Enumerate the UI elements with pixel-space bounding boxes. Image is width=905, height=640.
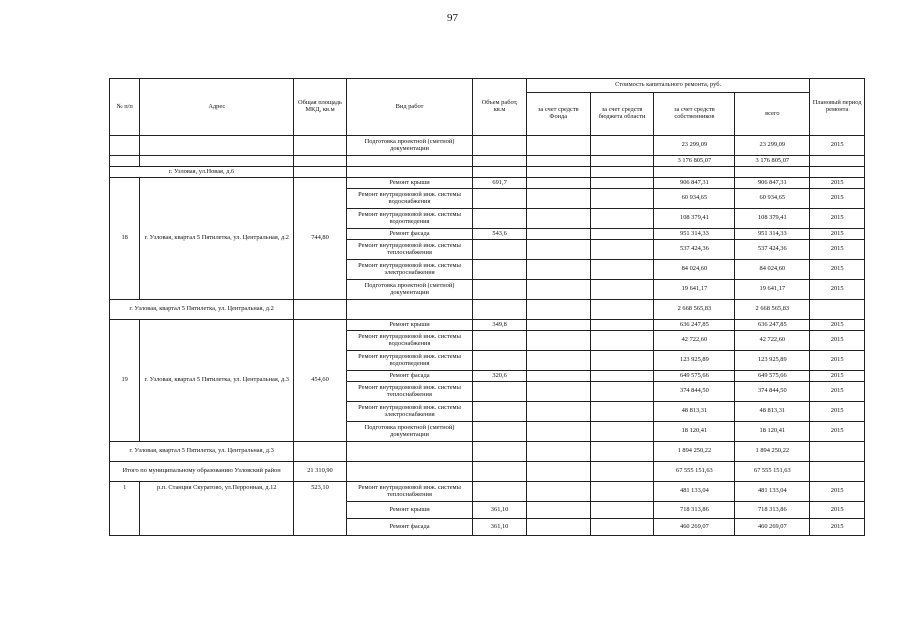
header-work-type: Вид работ: [346, 79, 473, 136]
owners-cost: 67 555 151,63: [654, 462, 735, 482]
work-type: Ремонт фасада: [346, 519, 473, 536]
header-fund: за счет средств Фонда: [526, 93, 590, 136]
table-row: [110, 156, 865, 167]
volume: [473, 331, 527, 351]
volume: [473, 402, 527, 422]
total-cost: 951 314,33: [735, 229, 810, 240]
work-type: Ремонт крыши: [346, 502, 473, 519]
work-type: Ремонт внутридомовой инж. системы водоснабжения: [346, 331, 473, 351]
period: 2015: [810, 240, 865, 260]
header-total: всего: [735, 93, 810, 136]
period: 2015: [810, 519, 865, 536]
total-cost: 3 176 805,07: [735, 156, 810, 167]
grand-total-row: [110, 462, 865, 482]
work-type: Ремонт внутридомовой инж. системы электроснабжения: [346, 402, 473, 422]
period: 2015: [810, 382, 865, 402]
period: 2015: [810, 351, 865, 371]
owners-cost: 481 133,04: [654, 482, 735, 502]
owners-cost: 537 424,36: [654, 240, 735, 260]
area: 523,10: [294, 482, 347, 536]
owners-cost: 23 299,09: [654, 136, 735, 156]
total-cost: 60 934,65: [735, 189, 810, 209]
period: 2015: [810, 371, 865, 382]
header-period: Плановый период ремонта: [810, 79, 865, 136]
total-cost: 42 722,60: [735, 331, 810, 351]
total-cost: 636 247,85: [735, 320, 810, 331]
total-cost: 374 844,50: [735, 382, 810, 402]
table-row: [110, 136, 865, 156]
total-cost: 123 925,89: [735, 351, 810, 371]
total-cost: 537 424,36: [735, 240, 810, 260]
address: г. Узловая, квартал 5 Пятилетка, ул. Центральная, д.2: [140, 178, 294, 300]
owners-cost: 108 379,41: [654, 209, 735, 229]
owners-cost: 123 925,89: [654, 351, 735, 371]
total-cost: 906 847,31: [735, 178, 810, 189]
subtotal-row: [110, 300, 865, 320]
work-type: Ремонт фасада: [346, 229, 473, 240]
total-cost: 23 299,09: [735, 136, 810, 156]
owners-cost: 42 722,60: [654, 331, 735, 351]
period: 2015: [810, 280, 865, 300]
owners-cost: 18 120,41: [654, 422, 735, 442]
work-type: Ремонт внутридомовой инж. системы теплоснабжения: [346, 240, 473, 260]
table-row: [110, 320, 865, 331]
volume: [473, 482, 527, 502]
header-address: Адрес: [140, 79, 294, 136]
subtotal-address: г. Узловая, ул.Новая, д.6: [110, 167, 294, 178]
owners-cost: 718 313,86: [654, 502, 735, 519]
table-row: [110, 482, 865, 502]
header-owners: за счет средств собственников: [654, 93, 735, 136]
header-area: Общая площадь МКД, кв.м: [294, 79, 347, 136]
total-cost: 18 120,41: [735, 422, 810, 442]
volume: [473, 189, 527, 209]
area: 744,80: [294, 178, 347, 300]
page-number: 97: [447, 12, 458, 24]
owners-cost: 374 844,50: [654, 382, 735, 402]
owners-cost: 906 847,31: [654, 178, 735, 189]
header-num: № п/п: [110, 79, 140, 136]
header-volume: Объем работ, кв.м: [473, 79, 527, 136]
total-cost: 108 379,41: [735, 209, 810, 229]
owners-cost: 460 269,07: [654, 519, 735, 536]
work-type: Ремонт крыши: [346, 320, 473, 331]
period: 2015: [810, 229, 865, 240]
work-type: Ремонт внутридомовой инж. системы водоотведения: [346, 351, 473, 371]
owners-cost: 649 575,66: [654, 371, 735, 382]
grand-total-area: 21 310,90: [294, 462, 347, 482]
total-cost: 718 313,86: [735, 502, 810, 519]
subtotal-row: [110, 442, 865, 462]
volume: 543,6: [473, 229, 527, 240]
period: 2015: [810, 178, 865, 189]
work-type: Ремонт фасада: [346, 371, 473, 382]
work-type: Ремонт внутридомовой инж. системы теплоснабжения: [346, 382, 473, 402]
total-cost: 481 133,04: [735, 482, 810, 502]
subtotal-row: [110, 167, 865, 178]
period: 2015: [810, 320, 865, 331]
subtotal-address: г. Узловая, квартал 5 Пятилетка, ул. Центральная, д.2: [110, 300, 294, 320]
owners-cost: 19 641,17: [654, 280, 735, 300]
capital-repair-table: [109, 78, 865, 536]
total-cost: 84 024,60: [735, 260, 810, 280]
row-number: 18: [110, 178, 140, 300]
work-type: Подготовка проектной (сметной) документации: [346, 136, 473, 156]
subtotal-address: г. Узловая, квартал 5 Пятилетка, ул. Центральная, д.3: [110, 442, 294, 462]
total-cost: 48 813,31: [735, 402, 810, 422]
volume: [473, 280, 527, 300]
work-type: Ремонт внутридомовой инж. системы теплоснабжения: [346, 482, 473, 502]
volume: [473, 209, 527, 229]
volume: 349,8: [473, 320, 527, 331]
volume: 361,10: [473, 519, 527, 536]
period: 2015: [810, 189, 865, 209]
address: г. Узловая, квартал 5 Пятилетка, ул. Центральная, д.3: [140, 320, 294, 442]
owners-cost: 3 176 805,07: [654, 156, 735, 167]
owners-cost: 60 934,65: [654, 189, 735, 209]
period: 2015: [810, 209, 865, 229]
area: 454,60: [294, 320, 347, 442]
total-cost: 2 668 565,83: [735, 300, 810, 320]
total-cost: 67 555 151,63: [735, 462, 810, 482]
period: 2015: [810, 402, 865, 422]
header-budget: за счет средств бюджета области: [590, 93, 654, 136]
total-cost: 1 894 250,22: [735, 442, 810, 462]
volume: [473, 351, 527, 371]
table-row: [110, 178, 865, 189]
work-type: Ремонт внутридомовой инж. системы водоотведения: [346, 209, 473, 229]
grand-total-label: Итого по муниципальному образованию Узловский район: [110, 462, 294, 482]
owners-cost: 951 314,33: [654, 229, 735, 240]
owners-cost: 84 024,60: [654, 260, 735, 280]
work-type: Ремонт крыши: [346, 178, 473, 189]
volume: [473, 422, 527, 442]
row-number: 1: [110, 482, 140, 536]
total-cost: 460 269,07: [735, 519, 810, 536]
work-type: Подготовка проектной (сметной) документации: [346, 422, 473, 442]
address: р.п. Станция Скуратово, ул.Перронная, д.12: [140, 482, 294, 536]
owners-cost: 48 813,31: [654, 402, 735, 422]
period: 2015: [810, 136, 865, 156]
work-type: Ремонт внутридомовой инж. системы электроснабжения: [346, 260, 473, 280]
owners-cost: 1 894 250,22: [654, 442, 735, 462]
total-cost: 19 641,17: [735, 280, 810, 300]
period: 2015: [810, 422, 865, 442]
owners-cost: 636 247,85: [654, 320, 735, 331]
period: 2015: [810, 331, 865, 351]
work-type: Ремонт внутридомовой инж. системы водоснабжения: [346, 189, 473, 209]
volume: [473, 240, 527, 260]
period: 2015: [810, 502, 865, 519]
work-type: Подготовка проектной (сметной) документации: [346, 280, 473, 300]
header-cost-group: Стоимость капитального ремонта, руб.: [526, 79, 809, 93]
volume: [473, 382, 527, 402]
volume: 691,7: [473, 178, 527, 189]
owners-cost: 2 668 565,83: [654, 300, 735, 320]
total-cost: 649 575,66: [735, 371, 810, 382]
volume: [473, 260, 527, 280]
volume: 320,6: [473, 371, 527, 382]
period: 2015: [810, 482, 865, 502]
period: 2015: [810, 260, 865, 280]
volume: 361,10: [473, 502, 527, 519]
row-number: 19: [110, 320, 140, 442]
